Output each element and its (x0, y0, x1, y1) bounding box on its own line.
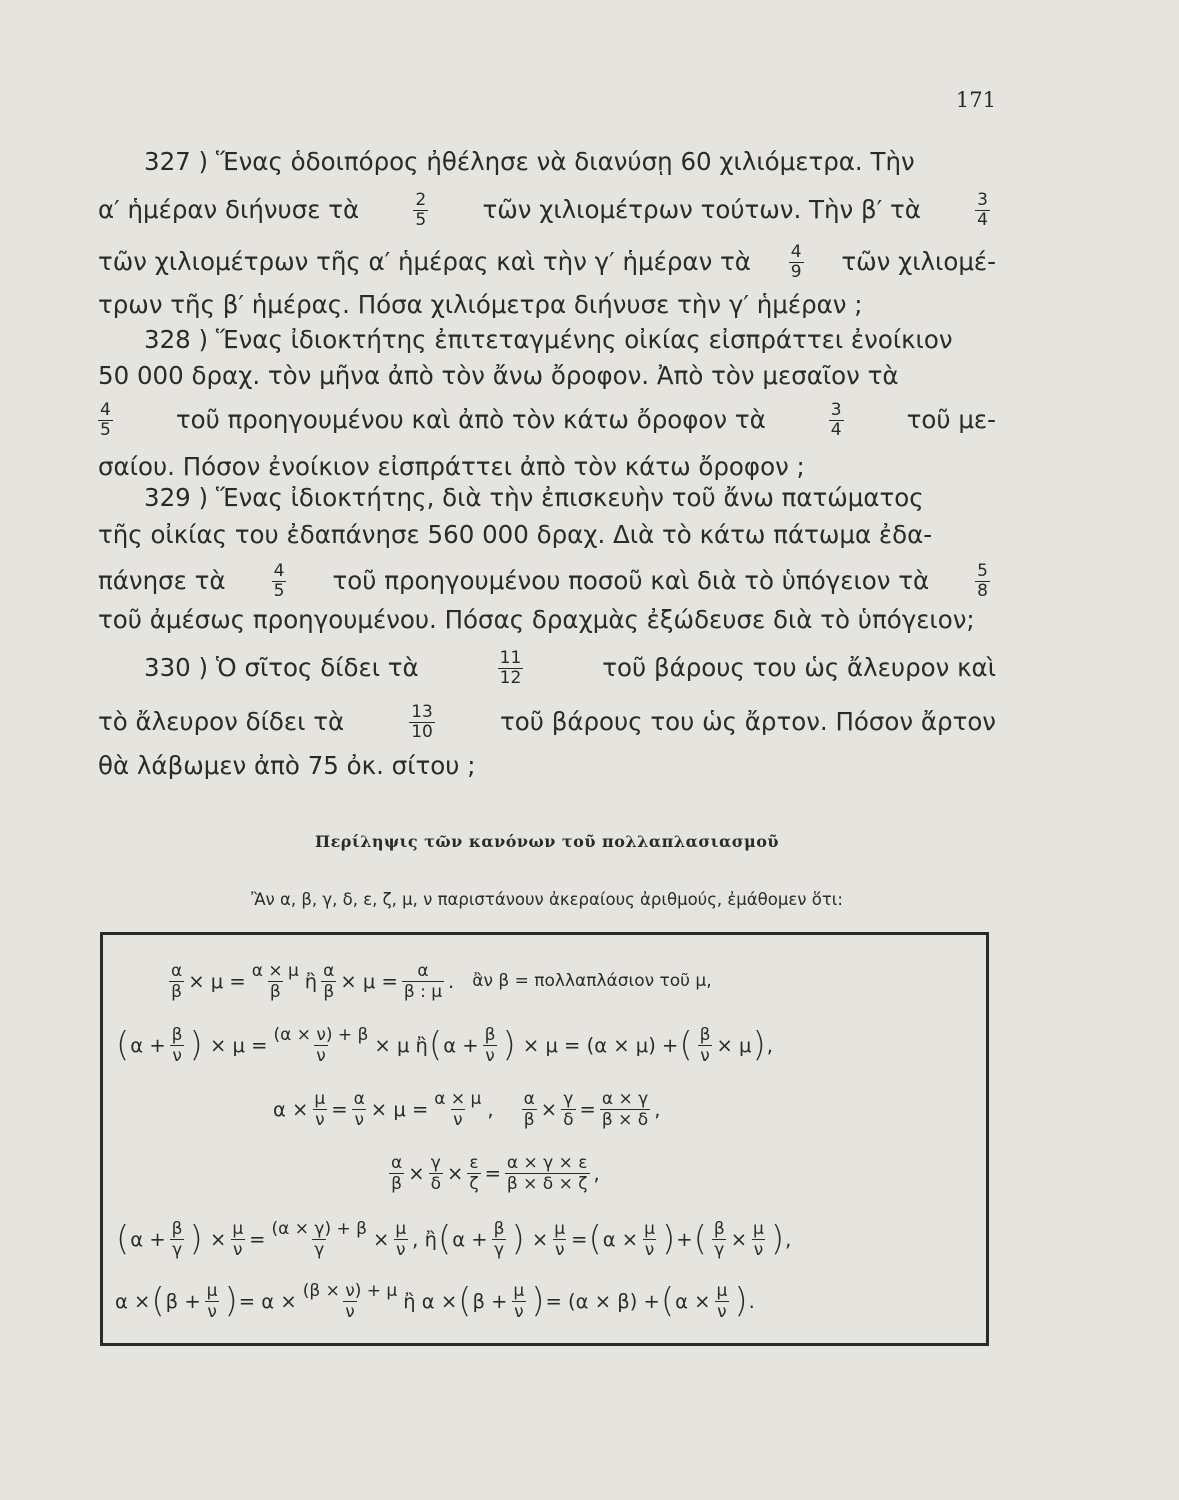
fraction (409, 704, 435, 740)
fraction (498, 650, 524, 686)
fraction (829, 402, 844, 438)
problem-328-line-4: σαίου. Πόσον ἐνοίκιον εἰσπράττει ἀπὸ τὸν κάτω ὄροφον ; (98, 452, 805, 481)
problem-328-line-1: 328 ) Ἕνας ἰδιοκτήτης ἐπιτεταγμένης οἰκίας εἰσπράττει ἐνοίκιον (144, 325, 953, 354)
problem-330-line-3: θὰ λάβωμεν ἀπὸ 75 ὀκ. σίτου ; (98, 751, 476, 780)
text-segment: 330 ) Ὁ σῖτος δίδει τὰ (144, 653, 419, 682)
problem-327-line-2 (98, 192, 996, 228)
denominator: 10 (411, 721, 433, 740)
denominator: 5 (100, 419, 111, 438)
denominator: 9 (790, 261, 802, 280)
text-segment: τοῦ με- (906, 405, 996, 434)
problem-329-line-4: τοῦ ἀμέσως προηγουμένου. Πόσας δραχμὰς ἐξώδευσε διὰ τὸ ὑπόγειον; (98, 605, 975, 634)
numerator: 13 (411, 704, 433, 722)
formula-line: ( α + $\frac{\beta}{\nu}$ ) × μ = $\frac{(\alpha \times \nu) + \beta}{\nu}$ × μ ἢ ( α + $\frac{\beta}{\nu}$ ) × μ = (α × μ) + ( $\frac{\beta}{\nu}$ × μ ) , (116, 1024, 773, 1066)
text-segment: τῶν χιλιομέτρων τῆς α′ ἡμέρας καὶ τὴν γ′ ἡμέραν τὰ (98, 247, 751, 276)
denominator: 5 (415, 209, 427, 228)
page-number: 171 (955, 88, 996, 112)
fraction (789, 244, 804, 280)
text-segment: τοῦ προηγουμένου καὶ ἀπὸ τὸν κάτω ὄροφον τὰ (175, 405, 766, 434)
text-segment: τὸ ἄλευρον δίδει τὰ (98, 707, 345, 736)
fraction (975, 192, 990, 228)
formula-line: $\frac{\alpha}{\beta}$ × μ = $\frac{\alpha \times \mu}{\beta}$ ἢ $\frac{\alpha}{\beta}$ × μ = $\frac{\alpha}{\beta : \mu}$ . ἂν β = πολλαπλάσιον τοῦ μ, (171, 960, 712, 1002)
numerator: 3 (977, 192, 988, 210)
problem-329-line-1: 329 ) Ἕνας ἰδιοκτήτης, διὰ τὴν ἐπισκευὴν τοῦ ἄνω πατώματος (144, 483, 924, 512)
problem-327-line-3 (98, 244, 996, 280)
numerator: 3 (830, 402, 842, 420)
numerator: 5 (977, 563, 988, 581)
formula-line: ( α + $\frac{\beta}{\gamma}$ ) × $\frac{\mu}{\nu}$ = $\frac{(\alpha \times \gamma) + \beta}{\gamma}$ × $\frac{\mu}{\nu}$ , ἢ ( α + $\frac{\beta}{\gamma}$ ) × $\frac{\mu}{\nu}$ = ( α × $\frac{\mu}{\nu}$ ) + ( $\frac{\beta}{\gamma}$ × $\frac{\mu}{\nu}$ ) , (116, 1218, 792, 1260)
problem-329-line-2: τῆς οἰκίας του ἐδαπάνησε 560 000 δραχ. Διὰ τὸ κάτω πάτωμα ἐδα- (98, 520, 933, 549)
numerator: 4 (790, 244, 802, 262)
numerator: 4 (100, 402, 111, 420)
numerator: 11 (499, 650, 522, 668)
text-segment: τῶν χιλιομέτρων τούτων. Τὴν β′ τὰ (482, 195, 921, 224)
problem-328-line-3 (98, 402, 996, 438)
problem-330-line-2 (98, 704, 996, 740)
denominator: 12 (499, 667, 522, 686)
problem-327-line-1: 327 ) Ἕνας ὁδοιπόρος ἠθέλησε νὰ διανύσῃ 60 χιλιόμετρα. Τὴν (144, 147, 915, 176)
text-segment: τοῦ βάρους του ὡς ἄλευρον καὶ (602, 653, 996, 682)
section-heading: Περίληψις τῶν κανόνων τοῦ πολλαπλασιασμοῦ (314, 832, 780, 851)
formula-line: $\frac{\alpha}{\beta}$ × $\frac{\gamma}{\delta}$ × $\frac{\varepsilon}{\zeta}$ = $\frac{\alpha \times \gamma \times \varepsilon}{\beta \times \delta \times \zeta}$ , (391, 1152, 600, 1194)
problem-328-line-2: 50 000 δραχ. τὸν μῆνα ἀπὸ τὸν ἄνω ὄροφον. Ἀπὸ τὸν μεσαῖον τὰ (98, 361, 899, 390)
text-segment: τοῦ βάρους του ὡς ἄρτον. Πόσον ἄρτον (500, 707, 996, 736)
condition-note: ἂν β = πολλαπλάσιον τοῦ μ, (472, 971, 712, 991)
text-segment: πάνησε τὰ (98, 566, 226, 595)
text-segment: τοῦ προηγουμένου ποσοῦ καὶ διὰ τὸ ὑπόγειον τὰ (332, 566, 930, 595)
fraction (413, 192, 428, 228)
numerator: 2 (415, 192, 427, 210)
denominator: 4 (977, 209, 988, 228)
summary-intro: Ἂν α, β, γ, δ, ε, ζ, μ, ν παριστάνουν ἀκεραίους ἀριθμούς, ἐμάθομεν ὅτι: (251, 890, 843, 909)
fraction (98, 402, 113, 438)
text-segment: α′ ἡμέραν διήνυσε τὰ (98, 195, 360, 224)
fraction (975, 563, 990, 599)
numerator: 4 (273, 563, 285, 581)
problem-327-line-4: τρων τῆς β′ ἡμέρας. Πόσα χιλιόμετρα διήνυσε τὴν γ′ ἡμέραν ; (98, 290, 863, 319)
denominator: 8 (977, 580, 988, 599)
fraction (272, 563, 287, 599)
problem-330-line-1 (98, 650, 996, 686)
problem-329-line-3 (98, 563, 996, 599)
rules-box (100, 932, 989, 1346)
formula-line: α × $\frac{\mu}{\nu}$ = $\frac{\alpha}{\nu}$ × μ = $\frac{\alpha \times \mu}{\nu}$ , $\frac{\alpha}{\beta}$ × $\frac{\gamma}{\delta}$ = $\frac{\alpha \times \gamma}{\beta \times \delta}$ , (273, 1088, 661, 1130)
denominator: 5 (273, 580, 285, 599)
text-segment: τῶν χιλιομέ- (841, 247, 996, 276)
formula-line: α × ( β + $\frac{\mu}{\nu}$ ) = α × $\frac{(\beta \times \nu) + \mu}{\nu}$ ἢ α × ( β + $\frac{\mu}{\nu}$ ) = (α × β) + ( α × $\frac{\mu}{\nu}$ ) . (115, 1280, 755, 1322)
denominator: 4 (830, 419, 842, 438)
